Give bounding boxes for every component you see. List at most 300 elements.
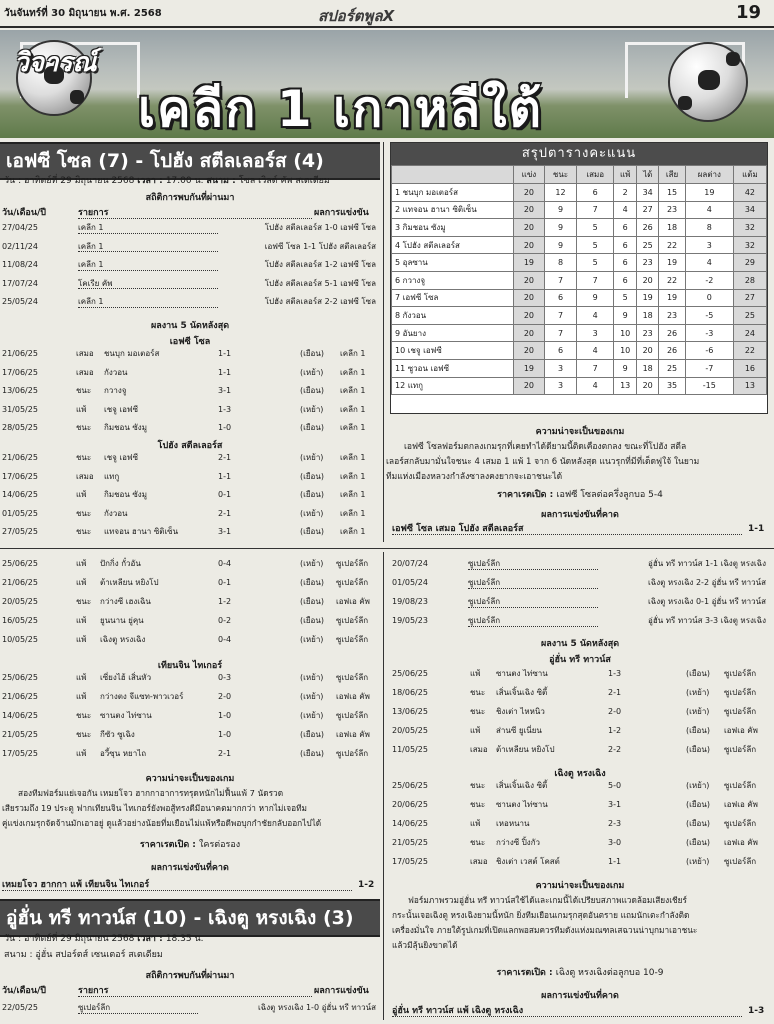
h2h-date: 17/07/24 xyxy=(2,278,38,288)
form-venue: (เยือน) xyxy=(300,597,324,606)
h2h-result: เฉิงตู หรงเฉิง 1-0 อู่ฮั่น ทรี ทาวน์ส xyxy=(258,1003,376,1012)
form-comp: เคลีก 1 xyxy=(340,527,366,536)
form-score: 2-1 xyxy=(218,508,232,518)
form-opponent: อวี้ซุน หยาไถ xyxy=(100,749,147,758)
standings-cell-played: 20 xyxy=(514,201,545,219)
form-row xyxy=(0,693,380,712)
standings-cell-played: 20 xyxy=(514,377,545,395)
h2h-result: เฉิงตู หรงเฉิง 0-1 อู่ฮั่น ทรี ทาวน์ส xyxy=(648,597,766,606)
form-row xyxy=(0,712,380,731)
form-row xyxy=(390,727,770,746)
form-opponent: เฉิงตู หรงเฉิง xyxy=(100,635,146,644)
form-venue: (เยือน) xyxy=(686,669,710,678)
column-divider-top xyxy=(383,142,384,542)
form-date: 20/05/25 xyxy=(2,597,38,606)
standings-cell-won: 9 xyxy=(544,219,576,237)
h2h-row xyxy=(0,280,380,299)
form-date: 25/06/25 xyxy=(392,669,428,678)
form-opponent: เชจู เอฟซี xyxy=(104,453,139,462)
standings-cell-for: 23 xyxy=(637,324,659,342)
standings-cell-diff: 4 xyxy=(685,201,733,219)
form-date: 18/06/25 xyxy=(392,688,428,697)
form-opponent: ต้าเหลียน หยิงโป xyxy=(496,745,555,754)
form-venue: (เยือน) xyxy=(300,490,324,499)
standings-cell-played: 19 xyxy=(514,254,545,272)
analysis-line: กระนั้นเจอเฉิงตู หรงเฉิงยามนี้หนัก ยิ่งทีมเยือนเกมรุกสุดอันตราย แถมนักเตะกำลังติด xyxy=(392,910,690,920)
form-date: 13/06/25 xyxy=(2,386,38,395)
form-result: แพ้ xyxy=(76,673,87,682)
page-header xyxy=(0,0,774,28)
form-venue: (เหย้า) xyxy=(300,711,324,720)
standings-cell-lost: 10 xyxy=(614,324,637,342)
form-date: 14/06/25 xyxy=(2,711,38,720)
h2h-date: 27/04/25 xyxy=(2,223,38,232)
form-score: 2-0 xyxy=(608,707,622,716)
form-venue: (เหย้า) xyxy=(300,508,324,518)
form-comp: ซูเปอร์ลีก xyxy=(336,635,369,644)
standings-cell-diff: 0 xyxy=(685,289,733,307)
form-comp: ซูเปอร์ลีก xyxy=(336,559,369,568)
match3-title: อู่ฮั่น ทรี ทาวน์ส (10) - เฉิงตู หรงเฉิง (3) xyxy=(0,899,380,937)
form-score: 3-0 xyxy=(608,838,622,847)
column-divider-bottom xyxy=(383,552,384,1020)
price-value: เฉิงตู หรงเฉิงต่อลูกบอ 10-9 xyxy=(555,968,664,978)
match2-form-a xyxy=(0,560,380,655)
col-against: เสีย xyxy=(659,166,685,184)
match3-h2h-heading: สถิติการพบกันที่ผ่านมา xyxy=(145,971,235,981)
form-row xyxy=(0,350,380,369)
standings-cell-diff: 8 xyxy=(685,219,733,237)
standings-cell-team: 10 เชจู เอฟซี xyxy=(392,342,514,360)
form-result: ชนะ xyxy=(76,527,92,536)
form-comp: ซูเปอร์ลีก xyxy=(336,749,369,758)
form-result: แพ้ xyxy=(470,819,481,828)
standings-cell-drawn: 7 xyxy=(577,359,614,377)
form-score: 0-4 xyxy=(218,635,232,644)
form-venue: (เยือน) xyxy=(300,527,324,536)
h2h-row xyxy=(0,243,380,262)
form-opponent: เชจู เอฟซี xyxy=(104,404,139,414)
price-value: เอฟซี โซลต่อครึ่งลูกบอ 5-4 xyxy=(556,490,663,500)
standings-cell-team: 2 แทจอน ฮานา ซิติเซ็น xyxy=(392,201,514,219)
h2h-col-comp: รายการ xyxy=(78,986,312,997)
form-opponent: ส่านซี ยูเนี่ยน xyxy=(496,726,542,735)
form-opponent: กีซัว ซูเฉิง xyxy=(100,730,135,739)
form-venue: (เยือน) xyxy=(300,349,324,358)
form-result: แพ้ xyxy=(76,749,87,758)
standings-row xyxy=(392,289,767,307)
standings-cell-against: 26 xyxy=(659,342,685,360)
standings-row xyxy=(392,201,767,219)
form-date: 14/06/25 xyxy=(2,490,38,499)
form-venue: (เหย้า) xyxy=(300,692,324,701)
form-result: ชนะ xyxy=(76,711,92,720)
form-date: 17/05/25 xyxy=(2,749,38,758)
h2h-result: อู่ฮั่น ทรี ทาวน์ส 1-1 เฉิงตู หรงเฉิง xyxy=(648,559,766,568)
match3-analysis-heading: ความน่าจะเป็นของเกม xyxy=(535,881,625,891)
col-team xyxy=(392,166,514,184)
h2h-comp: เคลีก 1 xyxy=(78,298,218,308)
form-result: แพ้ xyxy=(76,559,87,568)
h2h-comp: ซูเปอร์ลีก xyxy=(468,598,598,608)
standings-cell-lost: 10 xyxy=(614,342,637,360)
form-score: 0-1 xyxy=(218,578,232,587)
standings-cell-lost: 6 xyxy=(614,219,637,237)
standings-cell-for: 20 xyxy=(637,377,659,395)
match1-prediction-heading: ผลการแข่งขันที่คาด xyxy=(541,510,619,520)
form-score: 2-3 xyxy=(608,819,622,828)
h2h-date: 02/11/24 xyxy=(2,241,38,251)
form-opponent: ซานตง ไท่ซาน xyxy=(496,669,548,678)
analysis-line: เอฟซี โซลฟอร์มตกลงเกมรุกที่เคยทำได้ดียามนี้ติดเคืองตกลง ขณะที่โปฮัง สตีล xyxy=(404,442,687,452)
standings-cell-team: 8 กังวอน xyxy=(392,307,514,325)
standings-cell-diff: -2 xyxy=(685,271,733,289)
standings-cell-for: 20 xyxy=(637,342,659,360)
form-row xyxy=(0,491,380,510)
form-comp: เคลีก 1 xyxy=(340,349,366,358)
form-score: 1-1 xyxy=(608,857,622,866)
info-date: อาทิตย์ที่ 29 มิถุนายน 2568 xyxy=(23,934,135,944)
standings-cell-against: 15 xyxy=(659,184,685,202)
h2h-result: โปฮัง สตีลเลอร์ส 2-2 เอฟซี โซล xyxy=(264,297,376,306)
form-result: ชนะ xyxy=(470,688,486,697)
match2-analysis-heading: ความน่าจะเป็นของเกม xyxy=(145,774,235,784)
form-venue: (เยือน) xyxy=(300,730,324,739)
standings-cell-won: 7 xyxy=(544,307,576,325)
info-venue: อู่ฮั่น สปอร์ตส์ เซนเตอร์ สเตเดียม xyxy=(35,950,163,960)
standings-row xyxy=(392,307,767,325)
form-comp: ซูเปอร์ลีก xyxy=(724,669,757,678)
form-opponent: ชิงเต่า เวสต์ โคสต์ xyxy=(496,857,560,866)
match1-prediction-score: 1-1 xyxy=(748,524,765,534)
match2-team-b-name: เทียนจิน ไทเกอร์ xyxy=(157,661,223,671)
standings-cell-drawn: 5 xyxy=(577,236,614,254)
standings-title: สรุปตารางคะแนน xyxy=(391,143,767,165)
standings-cell-won: 6 xyxy=(544,289,576,307)
standings-cell-against: 23 xyxy=(659,307,685,325)
form-row xyxy=(390,670,770,689)
form-score: 2-1 xyxy=(218,749,232,758)
standings-cell-lost: 6 xyxy=(614,236,637,254)
match2-prediction: เหมยโจว ฮากกา แพ้ เทียนจิน ไทเกอร์ xyxy=(2,880,352,891)
analysis-line: ทีมแห่งเมืองหลวงกำลังซาลงคงยากจะเอาชนะได้ xyxy=(386,472,563,482)
match2-price xyxy=(0,840,380,850)
form-score: 1-0 xyxy=(218,730,232,739)
form-comp: เอฟเอ คัพ xyxy=(724,800,758,809)
standings-cell-drawn: 7 xyxy=(577,201,614,219)
standings-cell-team: 5 อุลซาน xyxy=(392,254,514,272)
form-comp: เคลีก 1 xyxy=(340,404,366,414)
form-date: 17/06/25 xyxy=(2,471,38,481)
analysis-line: เครื่องมั่นใจ ภายใต้รูปเกมที่เปิดแลกพอสมควรทีมดังแห่งมณฑลเสฉวนน่าบุกมาเอาชนะ xyxy=(392,925,698,935)
match3-team2-form xyxy=(390,782,770,877)
form-result: เสมอ xyxy=(470,745,488,754)
standings-cell-for: 27 xyxy=(637,201,659,219)
h2h-comp: ซูเปอร์ลีก xyxy=(78,1004,198,1014)
form-date: 25/06/25 xyxy=(2,673,38,682)
h2h-col-result: ผลการแข่งขัน xyxy=(314,986,369,996)
form-comp: ซูเปอร์ลีก xyxy=(724,781,757,790)
analysis-line: ฟอร์มภาพรวมอู่ฮั่น ทรี ทาวน์สใช้ได้และเกมนี้ได้เปรียบสภาพแวดล้อมเสียงเชียร์ xyxy=(408,895,687,905)
form-opponent: ชิงเต่า ไหหนิว xyxy=(496,707,545,716)
standings-cell-played: 19 xyxy=(514,359,545,377)
form-opponent: ชนบุก มอเตอร์ส xyxy=(104,349,160,358)
h2h-row xyxy=(390,598,770,617)
form-result: ชนะ xyxy=(76,730,92,739)
standings-cell-points: 25 xyxy=(733,307,766,325)
standings-cell-drawn: 5 xyxy=(577,219,614,237)
match3-analysis xyxy=(392,893,770,953)
form-result: แพ้ xyxy=(76,692,87,701)
form-venue: (เยือน) xyxy=(300,423,324,432)
standings-cell-won: 12 xyxy=(544,184,576,202)
standings-cell-won: 3 xyxy=(544,359,576,377)
match2-form-b xyxy=(0,674,380,769)
standings-cell-drawn: 6 xyxy=(577,184,614,202)
standings-cell-lost: 6 xyxy=(614,271,637,289)
page-number: 19 xyxy=(736,2,762,23)
standings-cell-diff: -3 xyxy=(685,324,733,342)
standings-cell-points: 32 xyxy=(733,219,766,237)
info-date-label: วัน : xyxy=(4,176,24,186)
info-time: 17.00 น. xyxy=(165,176,204,186)
form-result: แพ้ xyxy=(76,490,87,499)
standings-cell-against: 22 xyxy=(659,271,685,289)
form-score: 2-1 xyxy=(608,688,622,697)
form-row xyxy=(0,369,380,388)
standings-cell-won: 8 xyxy=(544,254,576,272)
standings-cell-for: 18 xyxy=(637,307,659,325)
standings-cell-for: 25 xyxy=(637,236,659,254)
form-result: ชนะ xyxy=(470,707,486,716)
form-date: 16/05/25 xyxy=(2,616,38,625)
form-date: 28/05/25 xyxy=(2,423,38,432)
h2h-result: เฉิงตู หรงเฉิง 2-2 อู่ฮั่น ทรี ทาวน์ส xyxy=(648,578,766,587)
banner-kicker: วิจารณ์ xyxy=(14,48,97,78)
price-value: ใครต่อรอง xyxy=(199,840,241,850)
match3-form-heading: ผลงาน 5 นัดหลังสุด xyxy=(540,639,620,649)
col-played: แข่ง xyxy=(514,166,545,184)
form-venue: (เหย้า) xyxy=(300,404,324,414)
match1-prediction: เอฟซี โซล เสมอ โปฮัง สตีลเลอร์ส xyxy=(392,524,742,535)
h2h-date: 22/05/25 xyxy=(2,1003,38,1012)
form-row xyxy=(0,454,380,473)
analysis-line: เสียรวมถึง 19 ประตู ฟากเทียนจิน ไทเกอร์ยังพอสู้ทรงดีมีอนาคตมากกว่า หากไม่เจอทีม xyxy=(2,803,308,813)
standings-cell-points: 24 xyxy=(733,324,766,342)
col-drawn: เสมอ xyxy=(577,166,614,184)
standings-cell-points: 13 xyxy=(733,377,766,395)
h2h-comp: เคลีก 1 xyxy=(78,243,218,253)
h2h-result: อู่ฮั่น ทรี ทาวน์ส 3-3 เฉิงตู หรงเฉิง xyxy=(648,616,766,625)
form-date: 21/06/25 xyxy=(2,692,38,701)
form-date: 21/06/25 xyxy=(2,453,38,462)
standings-row xyxy=(392,184,767,202)
h2h-date: 11/08/24 xyxy=(2,260,38,269)
form-date: 17/06/25 xyxy=(2,367,38,377)
standings-cell-against: 35 xyxy=(659,377,685,395)
col-points: แต้ม xyxy=(733,166,766,184)
form-row xyxy=(0,579,380,598)
form-row xyxy=(0,510,380,529)
form-score: 1-0 xyxy=(218,423,232,432)
form-row xyxy=(390,801,770,820)
match3-team1-form xyxy=(390,670,770,765)
standings-cell-for: 20 xyxy=(637,271,659,289)
match3-prediction: อู่ฮั่น ทรี ทาวน์ส แพ้ เฉิงตู หรงเฉิง xyxy=(392,1006,742,1017)
standings-cell-diff: -7 xyxy=(685,359,733,377)
h2h-row xyxy=(0,224,380,243)
form-date: 21/05/25 xyxy=(2,730,38,739)
form-venue: (เยือน) xyxy=(686,726,710,735)
match3-info-line2 xyxy=(4,950,163,960)
brand-logo: สปอร์ตพูลX xyxy=(318,7,395,25)
match3-info-line1 xyxy=(4,934,203,944)
form-row xyxy=(390,689,770,708)
section-banner xyxy=(0,30,774,138)
info-time: 18.35 น. xyxy=(165,934,204,944)
form-opponent: กิมชอน ซังมู xyxy=(104,423,147,432)
form-opponent: เสิ่นเจิ้นเฉิง ซิตี้ xyxy=(496,781,548,790)
form-venue: (เหย้า) xyxy=(300,559,324,568)
form-opponent: ซานตง ไท่ซาน xyxy=(100,711,152,720)
standings-cell-diff: 3 xyxy=(685,236,733,254)
standings-cell-against: 26 xyxy=(659,324,685,342)
price-label: ราคาเรตเปิด : xyxy=(497,490,557,500)
standings-grid xyxy=(391,165,767,395)
info-time-label: เวลา : xyxy=(137,934,166,944)
form-row xyxy=(0,617,380,636)
banner-title: เคลีก 1 เกาหลีใต้ xyxy=(138,80,543,138)
form-score: 1-0 xyxy=(218,711,232,720)
form-score: 3-1 xyxy=(218,386,232,395)
form-date: 21/06/25 xyxy=(2,578,38,587)
standings-row xyxy=(392,254,767,272)
match3-h2h-list-cont xyxy=(390,560,770,636)
standings-cell-won: 3 xyxy=(544,377,576,395)
standings-cell-won: 7 xyxy=(544,271,576,289)
form-comp: ซูเปอร์ลีก xyxy=(336,616,369,625)
standings-cell-diff: -5 xyxy=(685,307,733,325)
form-venue: (เหย้า) xyxy=(300,453,324,462)
analysis-line: เลอร์สกลับมามั่นใจชนะ 4 เสมอ 1 แพ้ 1 จาก 6 นัดหลังสุด แนวรุกที่มีที่เด็ดฟูใจ้ ในยาม xyxy=(386,457,700,467)
standings-cell-drawn: 4 xyxy=(577,307,614,325)
form-date: 27/05/25 xyxy=(2,527,38,536)
form-comp: เคลีก 1 xyxy=(340,508,366,518)
col-lost: แพ้ xyxy=(614,166,637,184)
standings-cell-points: 42 xyxy=(733,184,766,202)
form-venue: (เหย้า) xyxy=(300,367,324,377)
form-score: 2-2 xyxy=(608,745,622,754)
h2h-comp: ซูเปอร์ลีก xyxy=(468,560,598,570)
form-result: ชนะ xyxy=(76,597,92,606)
form-venue: (เยือน) xyxy=(686,819,710,828)
form-opponent: กว่างซี ปิ้งกัว xyxy=(496,838,541,847)
standings-row xyxy=(392,342,767,360)
form-row xyxy=(390,839,770,858)
info-venue-label: สนาม : xyxy=(206,176,239,186)
form-comp: เอฟเอ คัพ xyxy=(724,726,758,735)
standings-cell-played: 20 xyxy=(514,289,545,307)
standings-cell-against: 18 xyxy=(659,219,685,237)
form-comp: เอฟเอ คัพ xyxy=(336,730,370,739)
info-time-label: เวลา : xyxy=(137,176,166,186)
form-score: 3-1 xyxy=(608,800,622,809)
form-opponent: เสิ่นเจิ้นเฉิง ซิตี้ xyxy=(496,688,548,697)
form-score: 1-2 xyxy=(608,726,622,735)
match1-h2h-heading: สถิติการพบกันที่ผ่านมา xyxy=(145,193,235,203)
form-opponent: กว่างซี เฮงเฉิน xyxy=(100,597,151,606)
standings-cell-against: 23 xyxy=(659,201,685,219)
form-comp: เคลีก 1 xyxy=(340,471,366,481)
info-venue-label: สนาม : xyxy=(4,950,36,960)
form-venue: (เยือน) xyxy=(686,800,710,809)
form-score: 1-2 xyxy=(218,597,232,606)
standings-cell-drawn: 9 xyxy=(577,289,614,307)
standings-cell-points: 34 xyxy=(733,201,766,219)
form-result: เสมอ xyxy=(76,349,94,358)
standings-cell-played: 20 xyxy=(514,236,545,254)
form-score: 0-1 xyxy=(218,490,232,499)
standings-cell-played: 20 xyxy=(514,271,545,289)
form-opponent: กว่างตง จีแซท-พาวเวอร์ xyxy=(100,692,184,701)
form-date: 25/06/25 xyxy=(392,781,428,790)
standings-cell-against: 19 xyxy=(659,289,685,307)
h2h-date: 19/08/23 xyxy=(392,597,428,606)
form-score: 1-1 xyxy=(218,367,232,377)
match1-analysis-heading: ความน่าจะเป็นของเกม xyxy=(535,427,625,437)
match3-prediction-score: 1-3 xyxy=(748,1006,765,1016)
standings-row xyxy=(392,377,767,395)
form-opponent: เซี่ยงไฮ้ เสิ่นหัว xyxy=(100,673,152,682)
form-row xyxy=(0,406,380,425)
standings-cell-won: 6 xyxy=(544,342,576,360)
form-score: 2-1 xyxy=(218,453,232,462)
form-comp: ซูเปอร์ลีก xyxy=(336,578,369,587)
h2h-comp: ซูเปอร์ลีก xyxy=(468,617,598,627)
standings-cell-diff: 4 xyxy=(685,254,733,272)
form-comp: ซูเปอร์ลีก xyxy=(724,857,757,866)
form-date: 11/05/25 xyxy=(392,745,428,754)
standings-cell-against: 19 xyxy=(659,254,685,272)
standings-cell-points: 29 xyxy=(733,254,766,272)
standings-row xyxy=(392,219,767,237)
form-row xyxy=(0,636,380,655)
form-score: 3-1 xyxy=(218,527,232,536)
form-opponent: ซานตง ไท่ซาน xyxy=(496,800,548,809)
standings-cell-drawn: 5 xyxy=(577,254,614,272)
form-score: 0-4 xyxy=(218,559,232,568)
form-row xyxy=(390,820,770,839)
form-result: เสมอ xyxy=(76,471,94,481)
match3-team1-name: อู่ฮั่น ทรี ทาวน์ส xyxy=(549,655,611,665)
form-opponent: กังวอน xyxy=(104,508,128,518)
form-score: 5-0 xyxy=(608,781,622,790)
h2h-result: โปฮัง สตีลเลอร์ส 1-0 เอฟซี โซล xyxy=(264,223,376,232)
form-date: 10/05/25 xyxy=(2,635,38,644)
form-row xyxy=(0,598,380,617)
standings-cell-lost: 13 xyxy=(614,377,637,395)
form-venue: (เหย้า) xyxy=(686,781,710,790)
standings-cell-drawn: 4 xyxy=(577,377,614,395)
form-result: ชนะ xyxy=(470,800,486,809)
standings-cell-lost: 2 xyxy=(614,184,637,202)
match2-prediction-score: 1-2 xyxy=(358,880,375,890)
form-result: แพ้ xyxy=(470,669,481,678)
form-venue: (เยือน) xyxy=(686,745,710,754)
form-result: แพ้ xyxy=(76,404,87,414)
form-score: 0-2 xyxy=(218,616,232,625)
standings-cell-points: 32 xyxy=(733,236,766,254)
